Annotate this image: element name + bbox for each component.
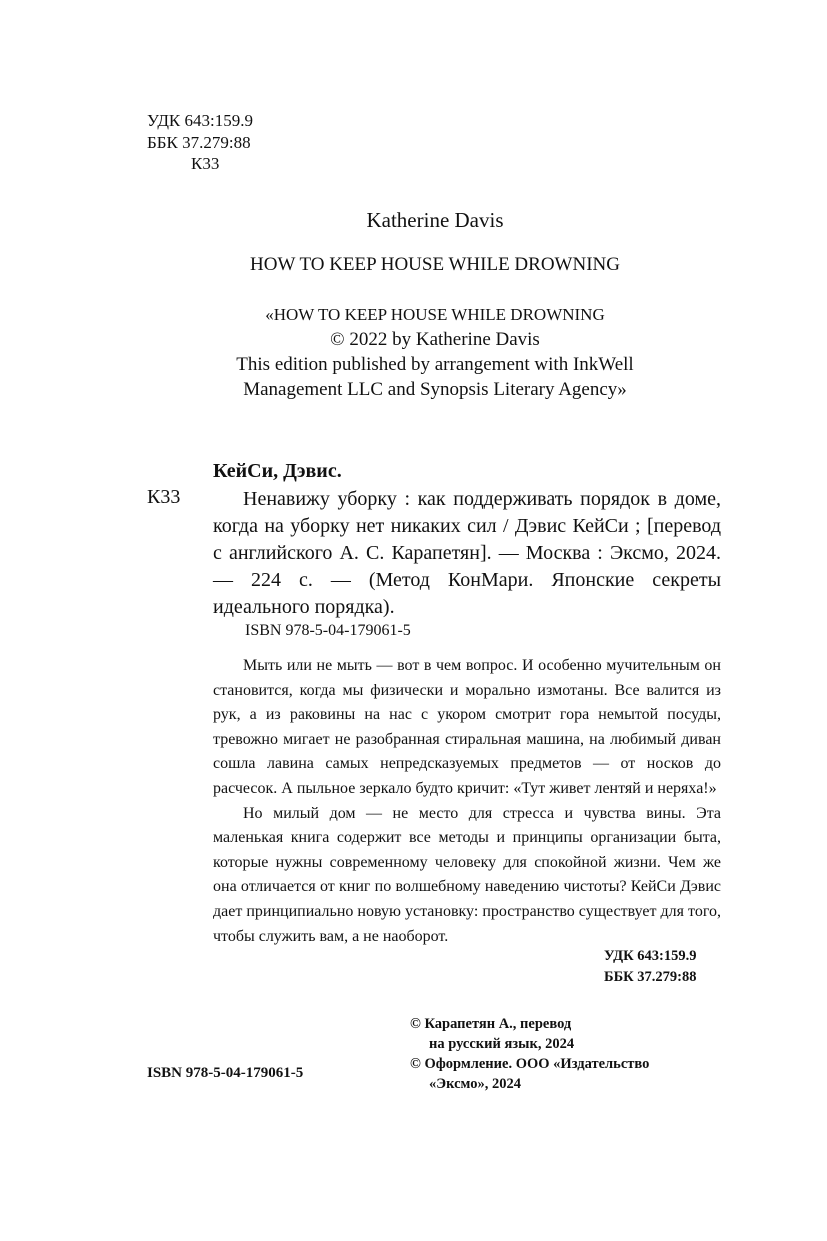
copyright-line: © Оформление. ООО «Издательство (410, 1056, 650, 1072)
card-isbn: ISBN 978-5-04-179061-5 (245, 622, 411, 639)
copyright-line: © Карапетян А., перевод (410, 1016, 572, 1032)
annotation-paragraph: Но милый дом — не место для стресса и чувства вины. Эта маленькая книга содержит все методы и принципы организации быта, которые нужны современному человеку для спокойной жизни. Чем же она отличается от книг по волшебному наведению чистоты? КейСи Дэвис дает принципиально новую установку: пространство существует для того, чтобы служить вам, а не наоборот. (213, 804, 721, 945)
annotation (213, 654, 721, 949)
card-author-mark: К33 (147, 486, 181, 508)
rights-line: «HOW TO KEEP HOUSE WHILE DROWNING (265, 305, 605, 324)
original-rights-notice (0, 302, 827, 402)
original-author: Katherine Davis (366, 208, 504, 232)
card-author-heading: КейСи, Дэвис. (213, 460, 342, 482)
rights-line: © 2022 by Katherine Davis (330, 329, 540, 350)
annotation-paragraph: Мыть или не мыть — вот в чем вопрос. И особенно мучительным он становится, когда мы физически и морально измотаны. Все валится из рук, а из раковины на нас с укором смотрит гора немытой посуды, тревожно мигает не разобранная стиральная машина, на любимый диван сошла лавина самых непредсказуемых предметов — от носков до расчесок. А пыльное зеркало будто кричит: «Тут живет лентяй и неряха!» (213, 657, 721, 797)
udk-code: УДК 643:159.9 (147, 111, 253, 130)
bottom-udk-code: УДК 643:159.9 (604, 948, 697, 964)
rights-line: This edition published by arrangement with InkWell (236, 354, 634, 375)
copyright-line: «Эксмо», 2024 (429, 1076, 521, 1092)
copyright-notice (410, 1014, 649, 1094)
bbk-code: ББК 37.279:88 (147, 132, 251, 152)
bottom-isbn: ISBN 978-5-04-179061-5 (147, 1065, 304, 1081)
original-title: HOW TO KEEP HOUSE WHILE DROWNING (250, 254, 620, 275)
author-mark: К33 (191, 154, 220, 173)
classification-codes (147, 110, 253, 175)
bibliographic-description: Ненавижу уборку : как поддерживать порядок в доме, когда на уборку нет никаких сил / Дэвис КейСи ; [перевод с английского А. С. Карапетян]. — Москва : Эксмо, 2024. — 224 с. — (Метод КонМари. Японские секреты идеального порядка). (213, 488, 721, 618)
bottom-bbk-code: ББК 37.279:88 (604, 969, 697, 985)
bottom-classification-codes (604, 946, 697, 988)
rights-line: Management LLC and Synopsis Literary Agency» (243, 379, 627, 400)
copyright-line: на русский язык, 2024 (429, 1036, 575, 1052)
